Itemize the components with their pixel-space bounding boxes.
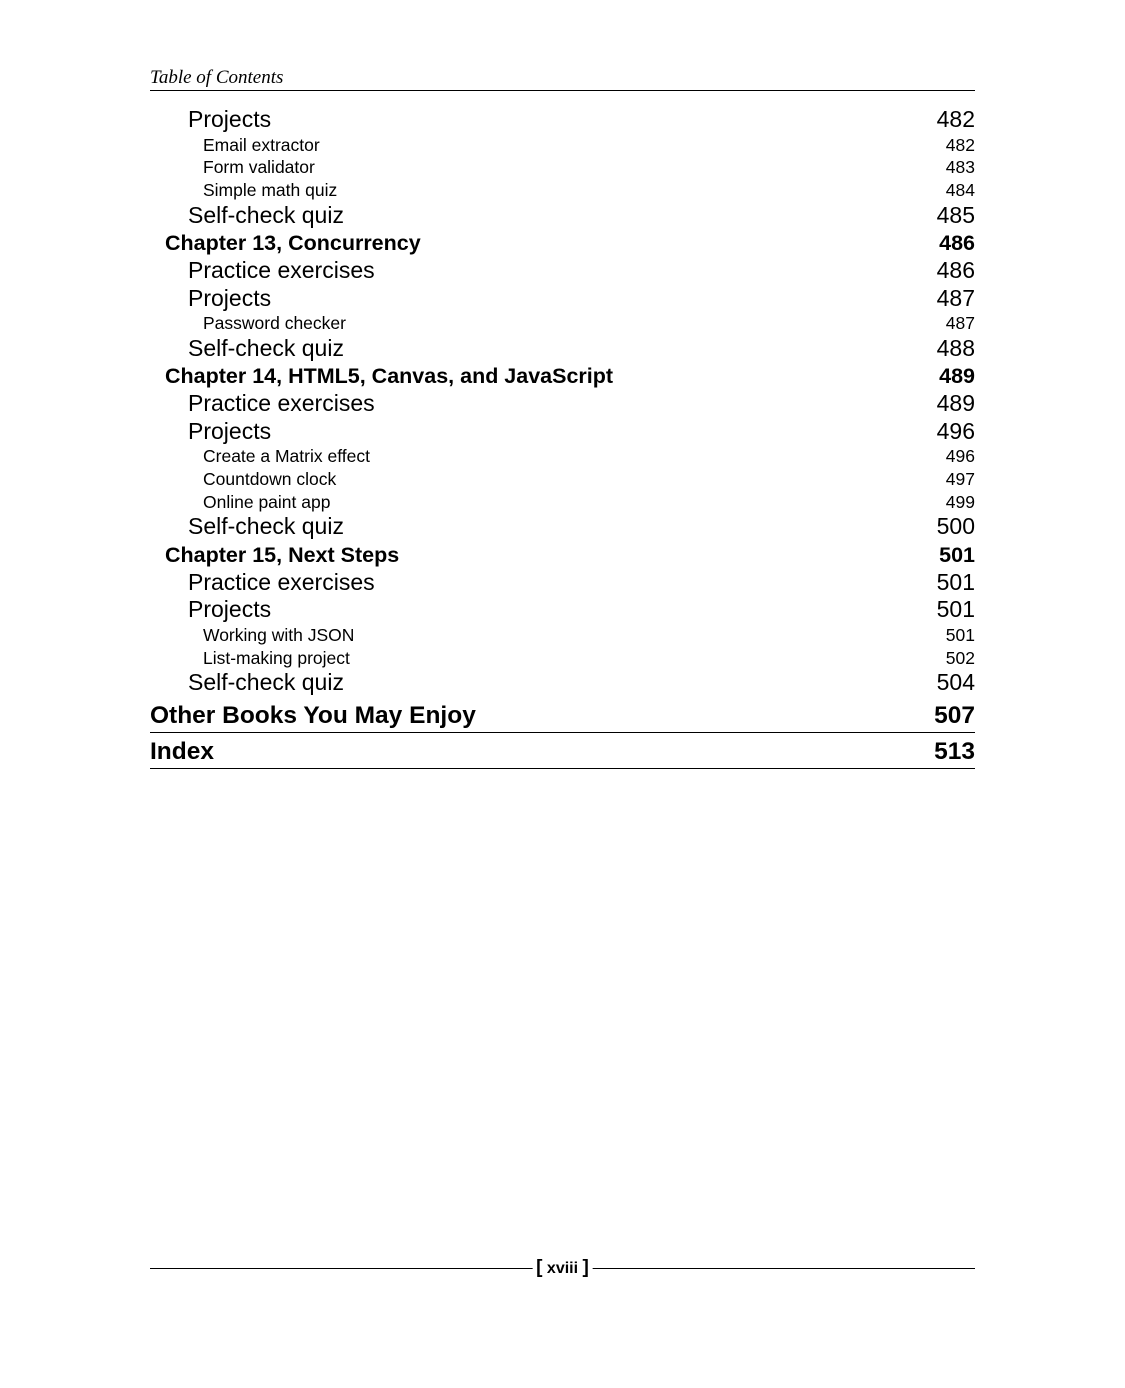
toc-entry-level-4[interactable] bbox=[150, 156, 975, 179]
toc-entry-page: 485 bbox=[936, 201, 975, 228]
toc-entry-level-3[interactable] bbox=[150, 513, 975, 541]
toc-entry-title: Practice exercises bbox=[188, 390, 375, 417]
toc-entry-page: 500 bbox=[936, 513, 975, 540]
toc-entry-title: Practice exercises bbox=[188, 568, 375, 595]
toc-entry-page: 486 bbox=[936, 257, 975, 284]
toc-entry-level-1[interactable] bbox=[150, 699, 975, 733]
toc-entry-title: Self-check quiz bbox=[188, 201, 344, 228]
toc-entry-page: 499 bbox=[945, 491, 975, 512]
toc-entry-page: 497 bbox=[945, 468, 975, 489]
toc-entry-title: Chapter 13, Concurrency bbox=[165, 231, 421, 256]
toc-entry-title: Practice exercises bbox=[188, 257, 375, 284]
toc-entry-level-2[interactable] bbox=[150, 362, 975, 390]
toc-entry-title: Chapter 14, HTML5, Canvas, and JavaScript bbox=[165, 364, 614, 389]
toc-entry-title: Simple math quiz bbox=[203, 179, 338, 200]
page-number-label: xviii bbox=[546, 1260, 579, 1277]
toc-entry-level-4[interactable] bbox=[150, 312, 975, 335]
toc-entry-page: 496 bbox=[945, 446, 975, 467]
page-footer bbox=[150, 1256, 975, 1280]
toc-entry-page: 501 bbox=[939, 542, 975, 567]
toc-entry-page: 513 bbox=[934, 737, 975, 765]
toc-entry-page: 486 bbox=[939, 231, 975, 256]
toc-entry-level-4[interactable] bbox=[150, 491, 975, 514]
toc-entry-level-4[interactable] bbox=[150, 179, 975, 202]
bracket-open: [ bbox=[536, 1257, 543, 1278]
toc-entry-page: 501 bbox=[936, 568, 975, 595]
toc-entry-title: Projects bbox=[188, 417, 272, 444]
toc-entry-level-3[interactable] bbox=[150, 596, 975, 624]
toc-entry-title: Self-check quiz bbox=[188, 513, 344, 540]
bracket-close: ] bbox=[582, 1257, 589, 1278]
toc-entry-title: Projects bbox=[188, 106, 272, 132]
toc-entry-page: 484 bbox=[945, 179, 975, 200]
toc-entry-title: Form validator bbox=[203, 157, 315, 178]
page-number bbox=[532, 1256, 593, 1281]
toc-entry-page: 487 bbox=[936, 284, 975, 311]
toc-entry-title: Projects bbox=[188, 596, 272, 623]
toc-entry-level-3[interactable] bbox=[150, 335, 975, 363]
toc-entry-page: 487 bbox=[945, 313, 975, 334]
toc-entry-title: Password checker bbox=[203, 313, 346, 334]
toc-entry-title: Other Books You May Enjoy bbox=[150, 701, 476, 729]
toc-entry-title: Working with JSON bbox=[203, 624, 355, 645]
toc-entry-page: 501 bbox=[945, 624, 975, 645]
toc-entry-level-3[interactable] bbox=[150, 418, 975, 446]
toc-entry-title: Email extractor bbox=[203, 134, 320, 155]
toc-entry-page: 501 bbox=[936, 596, 975, 623]
toc-entry-level-2[interactable] bbox=[150, 541, 975, 569]
toc-entry-title: Countdown clock bbox=[203, 468, 337, 489]
toc-entry-level-3[interactable] bbox=[150, 285, 975, 313]
toc-entry-page: 482 bbox=[936, 106, 975, 132]
toc-entry-level-4[interactable] bbox=[150, 134, 975, 157]
toc-entry-level-1[interactable] bbox=[150, 735, 975, 769]
table-of-contents bbox=[150, 106, 975, 771]
toc-entry-title: Create a Matrix effect bbox=[203, 446, 370, 467]
toc-entry-page: 489 bbox=[936, 390, 975, 417]
toc-entry-level-3[interactable] bbox=[150, 257, 975, 285]
toc-entry-level-3[interactable] bbox=[150, 202, 975, 230]
running-title: Table of Contents bbox=[150, 67, 284, 88]
toc-entry-page: 483 bbox=[945, 157, 975, 178]
toc-entry-title: Self-check quiz bbox=[188, 334, 344, 361]
toc-entry-level-2[interactable] bbox=[150, 229, 975, 257]
toc-entry-title: Index bbox=[150, 737, 214, 765]
toc-entry-title: List-making project bbox=[203, 647, 350, 668]
toc-entry-level-4[interactable] bbox=[150, 445, 975, 468]
toc-entry-level-3[interactable] bbox=[150, 106, 975, 134]
toc-entry-level-3[interactable] bbox=[150, 569, 975, 597]
toc-entry-page: 488 bbox=[936, 334, 975, 361]
running-header bbox=[150, 64, 975, 91]
toc-entry-page: 482 bbox=[945, 134, 975, 155]
toc-entry-title: Projects bbox=[188, 284, 272, 311]
toc-entry-title: Chapter 15, Next Steps bbox=[165, 542, 400, 567]
toc-entry-page: 496 bbox=[936, 417, 975, 444]
toc-entry-level-4[interactable] bbox=[150, 647, 975, 670]
toc-entry-page: 489 bbox=[939, 364, 975, 389]
toc-entry-level-4[interactable] bbox=[150, 468, 975, 491]
toc-entry-title: Self-check quiz bbox=[188, 669, 344, 696]
toc-entry-page: 504 bbox=[936, 669, 975, 696]
toc-entry-level-3[interactable] bbox=[150, 669, 975, 697]
toc-entry-page: 507 bbox=[934, 701, 975, 729]
toc-entry-level-4[interactable] bbox=[150, 624, 975, 647]
toc-entry-title: Online paint app bbox=[203, 491, 331, 512]
toc-entry-level-3[interactable] bbox=[150, 390, 975, 418]
toc-entry-page: 502 bbox=[945, 647, 975, 668]
